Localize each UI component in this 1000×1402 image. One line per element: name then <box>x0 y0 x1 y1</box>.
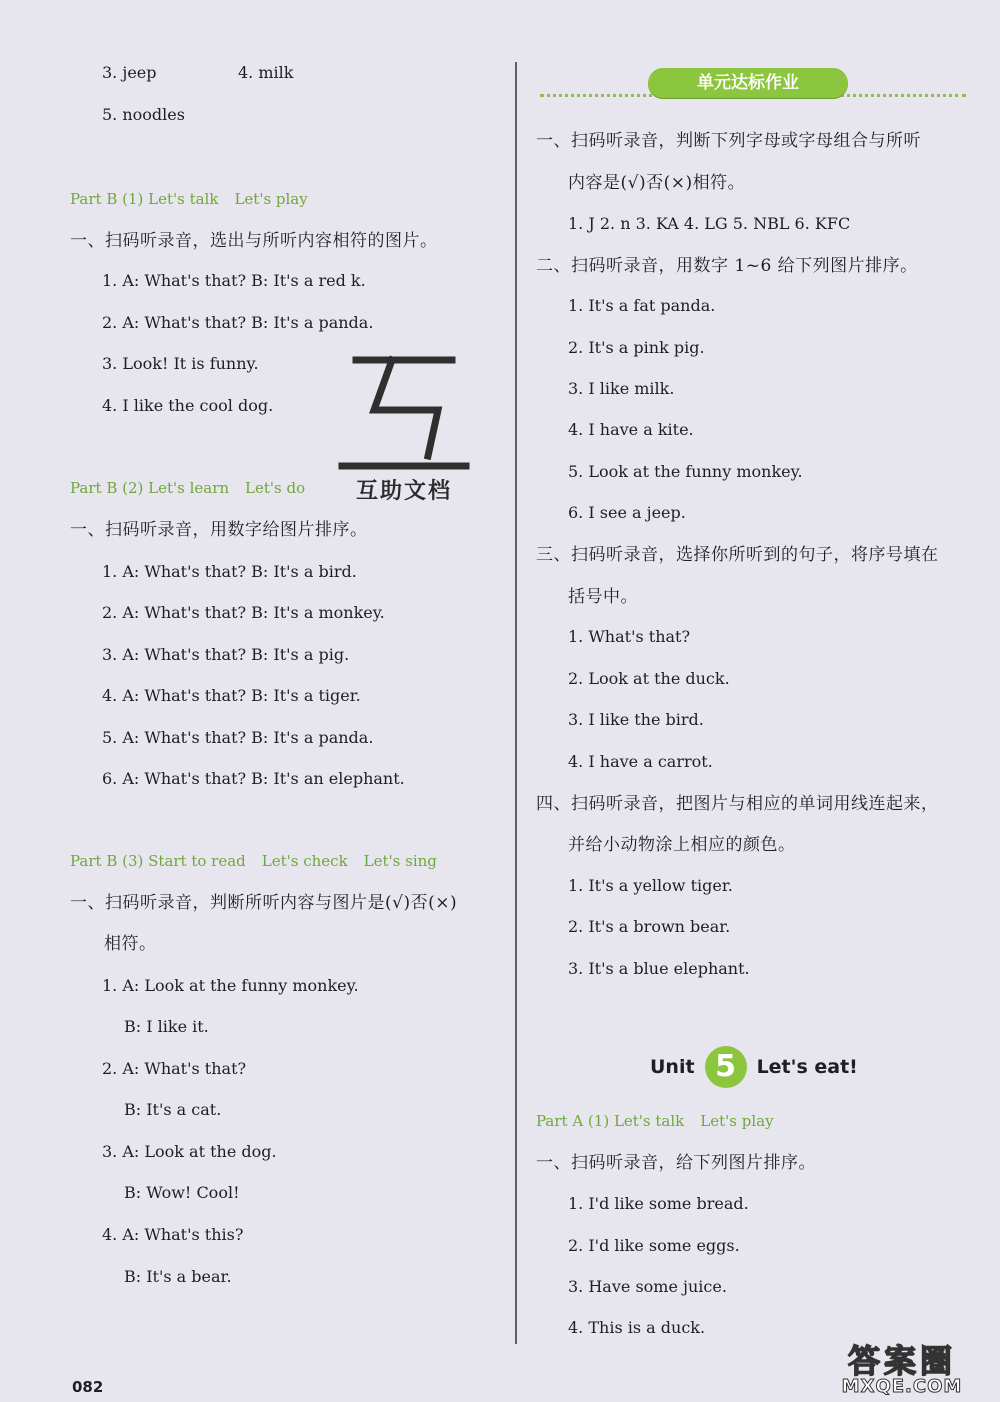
page-number: 082 <box>72 1378 104 1396</box>
section-heading-part-b2: Part B (2) Let's learn Let's do <box>70 479 306 497</box>
question-title: 四、扫码听录音，把图片与相应的单词用线连起来， <box>536 794 939 814</box>
list-item: 4. milk <box>238 63 294 82</box>
list-item: 2. A: What's that? B: It's a panda. <box>102 313 374 332</box>
question-title-continued: 内容是(√)否(×)相符。 <box>568 173 746 193</box>
list-item: 3. A: What's that? B: It's a pig. <box>102 645 350 664</box>
list-item: 1. It's a yellow tiger. <box>568 876 733 895</box>
question-title: 三、扫码听录音，选择你所听到的句子，将序号填在 <box>536 545 939 565</box>
list-item: 1. A: Look at the funny monkey. <box>102 976 359 995</box>
list-item: 1. A: What's that? B: It's a bird. <box>102 562 357 581</box>
list-item: B: Wow! Cool! <box>124 1183 240 1202</box>
unit-title <box>650 1044 858 1090</box>
list-item: 5. A: What's that? B: It's a panda. <box>102 728 374 747</box>
section-heading-part-b3: Part B (3) Start to read Let's check Let's sing <box>70 852 437 870</box>
list-item: 3. I like milk. <box>568 379 675 398</box>
watermark-text: 互助文档 <box>355 479 452 504</box>
question-title: 一、扫码听录音，判断下列字母或字母组合与所听 <box>536 131 921 151</box>
list-item: 3. jeep <box>102 63 157 82</box>
site-watermark <box>812 1336 992 1398</box>
list-item: 2. I'd like some eggs. <box>568 1236 740 1255</box>
question-title-continued: 并给小动物涂上相应的颜色。 <box>568 835 796 855</box>
list-item: 4. This is a duck. <box>568 1318 706 1337</box>
watermark-glyph-icon <box>334 352 474 474</box>
list-item: 4. I have a carrot. <box>568 752 713 771</box>
column-divider <box>515 62 517 1344</box>
unit-number-badge: 5 <box>705 1046 747 1088</box>
list-item: 2. It's a brown bear. <box>568 917 731 936</box>
list-item: 1. It's a fat panda. <box>568 296 716 315</box>
list-item: 4. I like the cool dog. <box>102 396 274 415</box>
list-item: 3. I like the bird. <box>568 710 704 729</box>
section-heading-part-a1: Part A (1) Let's talk Let's play <box>536 1112 774 1130</box>
section-heading-part-b1: Part B (1) Let's talk Let's play <box>70 190 308 208</box>
list-item: 2. It's a pink pig. <box>568 338 705 357</box>
list-item: 1. A: What's that? B: It's a red k. <box>102 271 366 290</box>
list-item: 5. Look at the funny monkey. <box>568 462 803 481</box>
question-title: 一、扫码听录音，给下列图片排序。 <box>536 1153 816 1173</box>
list-item: 5. noodles <box>102 105 185 124</box>
unit-test-banner <box>540 66 966 102</box>
list-item: 6. A: What's that? B: It's an elephant. <box>102 769 405 788</box>
list-item: 1. I'd like some bread. <box>568 1194 749 1213</box>
list-item: 3. Look! It is funny. <box>102 354 259 373</box>
watermark-logo <box>334 352 474 512</box>
question-title: 一、扫码听录音，用数字给图片排序。 <box>70 520 368 540</box>
list-item: 4. A: What's this? <box>102 1225 244 1244</box>
list-item: 6. I see a jeep. <box>568 503 686 522</box>
question-title-continued: 相符。 <box>104 934 157 954</box>
question-title-continued: 括号中。 <box>568 587 638 607</box>
list-item: B: It's a bear. <box>124 1267 232 1286</box>
letter-list: 1. J 2. n 3. KA 4. LG 5. NBL 6. KFC <box>568 214 851 233</box>
list-item: B: I like it. <box>124 1017 209 1036</box>
list-item: 1. What's that? <box>568 627 691 646</box>
list-item: 3. It's a blue elephant. <box>568 959 750 978</box>
list-item: B: It's a cat. <box>124 1100 222 1119</box>
list-item: 4. I have a kite. <box>568 420 694 439</box>
banner-label: 单元达标作业 <box>648 68 848 98</box>
question-title: 一、扫码听录音，判断所听内容与图片是(√)否(×) <box>70 893 458 913</box>
list-item: 3. Have some juice. <box>568 1277 727 1296</box>
list-item: 2. A: What's that? B: It's a monkey. <box>102 603 385 622</box>
question-title: 一、扫码听录音，选出与所听内容相符的图片。 <box>70 231 438 251</box>
list-item: 3. A: Look at the dog. <box>102 1142 277 1161</box>
unit-prefix: Unit <box>650 1056 695 1078</box>
list-item: 4. A: What's that? B: It's a tiger. <box>102 686 361 705</box>
list-item: 2. Look at the duck. <box>568 669 730 688</box>
question-title: 二、扫码听录音，用数字 1~6 给下列图片排序。 <box>536 256 918 276</box>
list-item: 2. A: What's that? <box>102 1059 247 1078</box>
site-watermark-title: 答案圈 <box>847 1342 956 1380</box>
site-watermark-url: MXQE.COM <box>841 1376 963 1397</box>
unit-name: Let's eat! <box>756 1056 858 1078</box>
